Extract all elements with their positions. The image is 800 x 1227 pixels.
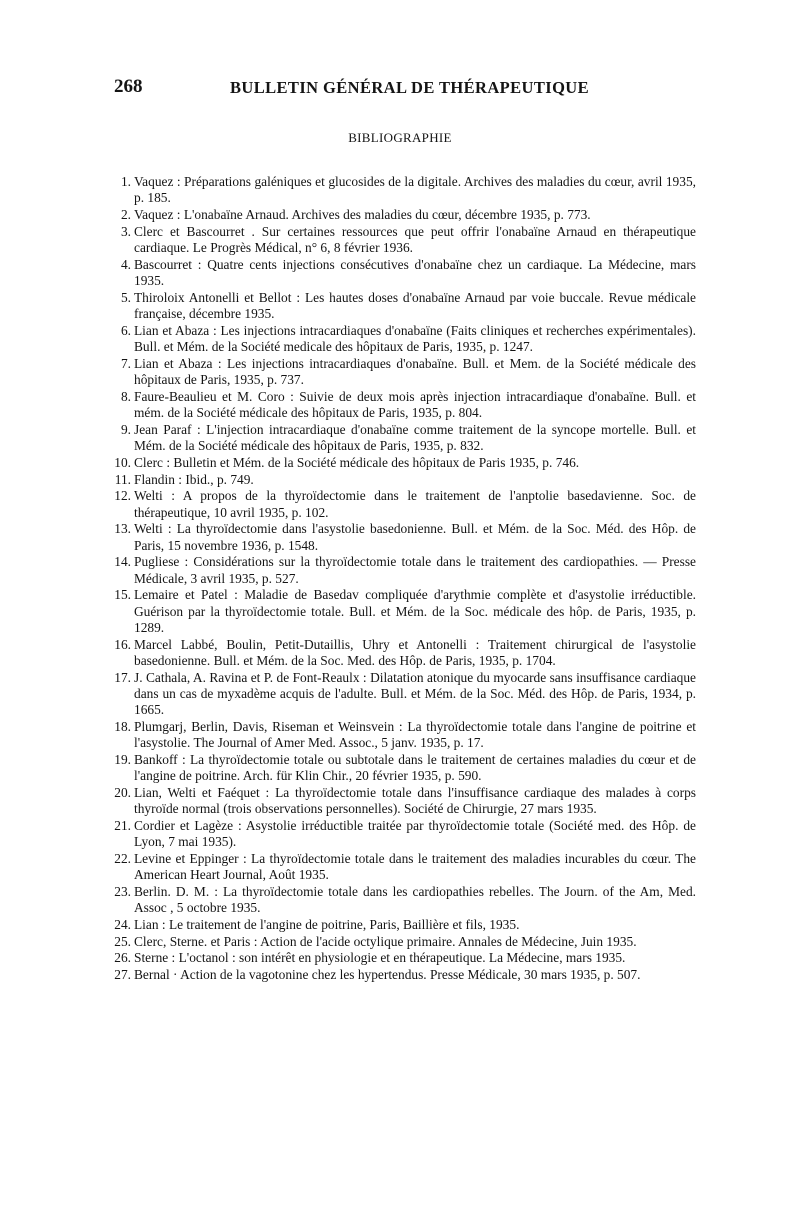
- reference-entry: [113, 950, 696, 966]
- reference-entry: [113, 521, 696, 553]
- reference-entry: [113, 554, 696, 586]
- reference-entry: [113, 472, 696, 488]
- reference-text: Levine et Eppinger : La thyroïdectomie totale dans le traitement des maladies incurables du cœur. The American Heart Journal, Août 1935.: [134, 850, 696, 882]
- reference-number: 1.: [120, 174, 131, 189]
- reference-text: Bernal · Action de la vagotonine chez les hypertendus. Presse Médicale, 30 mars 1935, p. 507.: [134, 967, 641, 983]
- reference-entry: [113, 670, 696, 719]
- reference-number: 2.: [120, 207, 131, 222]
- reference-number: 26.: [114, 950, 131, 966]
- reference-number: 4.: [120, 256, 131, 272]
- reference-number: 13.: [114, 521, 131, 537]
- reference-text: Pugliese : Considérations sur la thyroïdectomie totale dans le traitement des cardiopathies. — Presse Médicale, 3 avril 1935, p. 527.: [134, 554, 696, 586]
- reference-list: [113, 174, 696, 984]
- reference-entry: [113, 818, 696, 850]
- reference-entry: [113, 323, 696, 355]
- reference-entry: [113, 257, 696, 289]
- reference-number: 17.: [114, 669, 131, 685]
- reference-entry: [113, 455, 696, 471]
- reference-entry: [113, 785, 696, 817]
- reference-text: Bankoff : La thyroïdectomie totale ou subtotale dans le traitement de certaines maladies du cœur et de l'angine de poitrine. Arch. für Klin Chir., 20 février 1935, p. 590.: [134, 751, 696, 783]
- reference-entry: [113, 884, 696, 916]
- reference-number: 27.: [114, 967, 131, 983]
- reference-number: 11.: [114, 471, 131, 487]
- reference-number: 16.: [114, 636, 131, 652]
- reference-entry: [113, 207, 696, 223]
- reference-entry: [113, 488, 696, 520]
- reference-entry: [113, 851, 696, 883]
- reference-text: Lian et Abaza : Les injections intracardiaques d'onabaïne. Bull. et Mem. de la Société médicale des hôpitaux de Paris, 1935, p. 737.: [134, 355, 696, 387]
- reference-number: 3.: [120, 223, 131, 239]
- reference-number: 18.: [114, 718, 131, 734]
- page-number: 268: [114, 76, 143, 97]
- reference-entry: [113, 917, 696, 933]
- reference-entry: [113, 637, 696, 669]
- reference-number: 21.: [114, 817, 131, 833]
- reference-number: 7.: [120, 355, 131, 371]
- reference-entry: [113, 587, 696, 636]
- reference-text: Vaquez : Préparations galéniques et glucosides de la digitale. Archives des maladies du cœur, avril 1935, p. 185.: [134, 174, 696, 206]
- reference-text: Lian : Le traitement de l'angine de poitrine, Paris, Baillière et fils, 1935.: [134, 916, 520, 932]
- reference-entry: [113, 224, 696, 256]
- reference-text: Clerc et Bascourret . Sur certaines ressources que peut offrir l'onabaïne Arnaud en thérapeutique cardiaque. Le Progrès Médical, n° 6, 8 février 1936.: [134, 223, 696, 255]
- reference-number: 20.: [114, 784, 131, 800]
- reference-text: Clerc, Sterne. et Paris : Action de l'acide octylique primaire. Annales de Médecine, Juin 1935.: [134, 933, 637, 949]
- reference-entry: [113, 752, 696, 784]
- reference-number: 25.: [114, 933, 131, 949]
- reference-entry: [113, 934, 696, 950]
- reference-number: 10.: [114, 454, 131, 470]
- reference-text: Clerc : Bulletin et Mém. de la Société médicale des hôpitaux de Paris 1935, p. 746.: [134, 454, 580, 470]
- reference-entry: [113, 719, 696, 751]
- reference-number: 8.: [120, 388, 131, 404]
- reference-number: 24.: [114, 916, 131, 932]
- reference-text: Jean Paraf : L'injection intracardiaque d'onabaïne comme traitement de la syncope mortelle. Bull. et Mém. de la Société médicale des hôpitaux de Paris, 1935, p. 832.: [134, 421, 696, 453]
- reference-number: 6.: [120, 322, 131, 338]
- reference-entry: [113, 389, 696, 421]
- reference-text: Lian et Abaza : Les injections intracardiaques d'onabaïne (Faits cliniques et recherches expérimentales). Bull. et Mém. de la Société medicale des hôpitaux de Paris, 1935, p. 1247.: [134, 322, 696, 354]
- reference-number: 14.: [114, 554, 131, 570]
- reference-text: J. Cathala, A. Ravina et P. de Font-Reaulx : Dilatation atonique du myocarde sans insuffisance cardiaque dans un cas de myxadème acquis de l'adulte. Bull. et Mém. de la Soc. Méd. des Hôp. de Paris, 1934, p. 1665.: [134, 669, 696, 717]
- reference-text: Lemaire et Patel : Maladie de Basedav compliquée d'arythmie complète et d'asystolie irréductible. Guérison par la thyroïdectomie totale. Bull. et Mém. de la Soc. médicale des hôp. de Paris, 1935, p. 1289.: [134, 587, 696, 635]
- reference-text: Thiroloix Antonelli et Bellot : Les hautes doses d'onabaïne Arnaud par voie buccale. Revue médicale française, décembre 1935.: [134, 289, 696, 321]
- reference-entry: [113, 290, 696, 322]
- reference-text: Lian, Welti et Faéquet : La thyroïdectomie totale dans l'insuffisance cardiaque des malades à corps thyroïde normal (trois observations personnelles). Société de Chirurgie, 27 mars 1935.: [134, 784, 696, 816]
- page-header: [114, 76, 694, 106]
- reference-entry: [113, 422, 696, 454]
- reference-text: Faure-Beaulieu et M. Coro : Suivie de deux mois après injection intracardiaque d'onabaïne. Bull. et mém. de la Société médicale des hôpitaux de Paris, 1935, p. 804.: [134, 388, 696, 420]
- reference-text: Berlin. D. M. : La thyroïdectomie totale dans les cardiopathies rebelles. The Journ. of the Am, Med. Assoc , 5 octobre 1935.: [134, 883, 696, 915]
- reference-number: 23.: [114, 883, 131, 899]
- section-title: BIBLIOGRAPHIE: [348, 130, 452, 145]
- running-title: BULLETIN GÉNÉRAL DE THÉRAPEUTIQUE: [230, 78, 590, 97]
- reference-number: 19.: [114, 751, 131, 767]
- reference-text: Sterne : L'octanol : son intérêt en physiologie et en thérapeutique. La Médecine, mars 1935.: [134, 950, 626, 966]
- reference-entry: [113, 356, 696, 388]
- reference-text: Plumgarj, Berlin, Davis, Riseman et Weinsvein : La thyroïdectomie totale dans l'angine de poitrine et l'asystolie. The Journal of Amer Med. Assoc., 5 janv. 1935, p. 17.: [134, 718, 696, 750]
- reference-number: 12.: [114, 488, 131, 504]
- reference-text: Vaquez : L'onabaïne Arnaud. Archives des maladies du cœur, décembre 1935, p. 773.: [134, 207, 591, 222]
- reference-number: 15.: [114, 587, 131, 603]
- reference-text: Flandin : Ibid., p. 749.: [134, 471, 254, 487]
- reference-text: Cordier et Lagèze : Asystolie irréductible traitée par thyroïdectomie totale (Société med. des Hôp. de Lyon, 7 mai 1935).: [134, 817, 696, 849]
- reference-text: Marcel Labbé, Boulin, Petit-Dutaillis, Uhry et Antonelli : Traitement chirurgical de l'asystolie basedonienne. Bull. et Mém. de la Soc. Med. des Hôp. de Paris, 1935, p. 1704.: [134, 636, 696, 668]
- reference-text: Welti : A propos de la thyroïdectomie dans le traitement de l'anptolie basedavienne. Soc. de thérapeutique, 10 avril 1935, p. 102.: [134, 488, 696, 520]
- reference-number: 5.: [120, 289, 131, 305]
- reference-text: Bascourret : Quatre cents injections consécutives d'onabaïne chez un cardiaque. La Médecine, mars 1935.: [134, 256, 696, 288]
- reference-entry: [113, 967, 696, 983]
- reference-entry: [113, 174, 696, 206]
- reference-number: 22.: [114, 850, 131, 866]
- reference-text: Welti : La thyroïdectomie dans l'asystolie basedonienne. Bull. et Mém. de la Soc. Méd. des Hôp. de Paris, 15 novembre 1936, p. 1548.: [134, 521, 696, 553]
- reference-number: 9.: [120, 421, 131, 437]
